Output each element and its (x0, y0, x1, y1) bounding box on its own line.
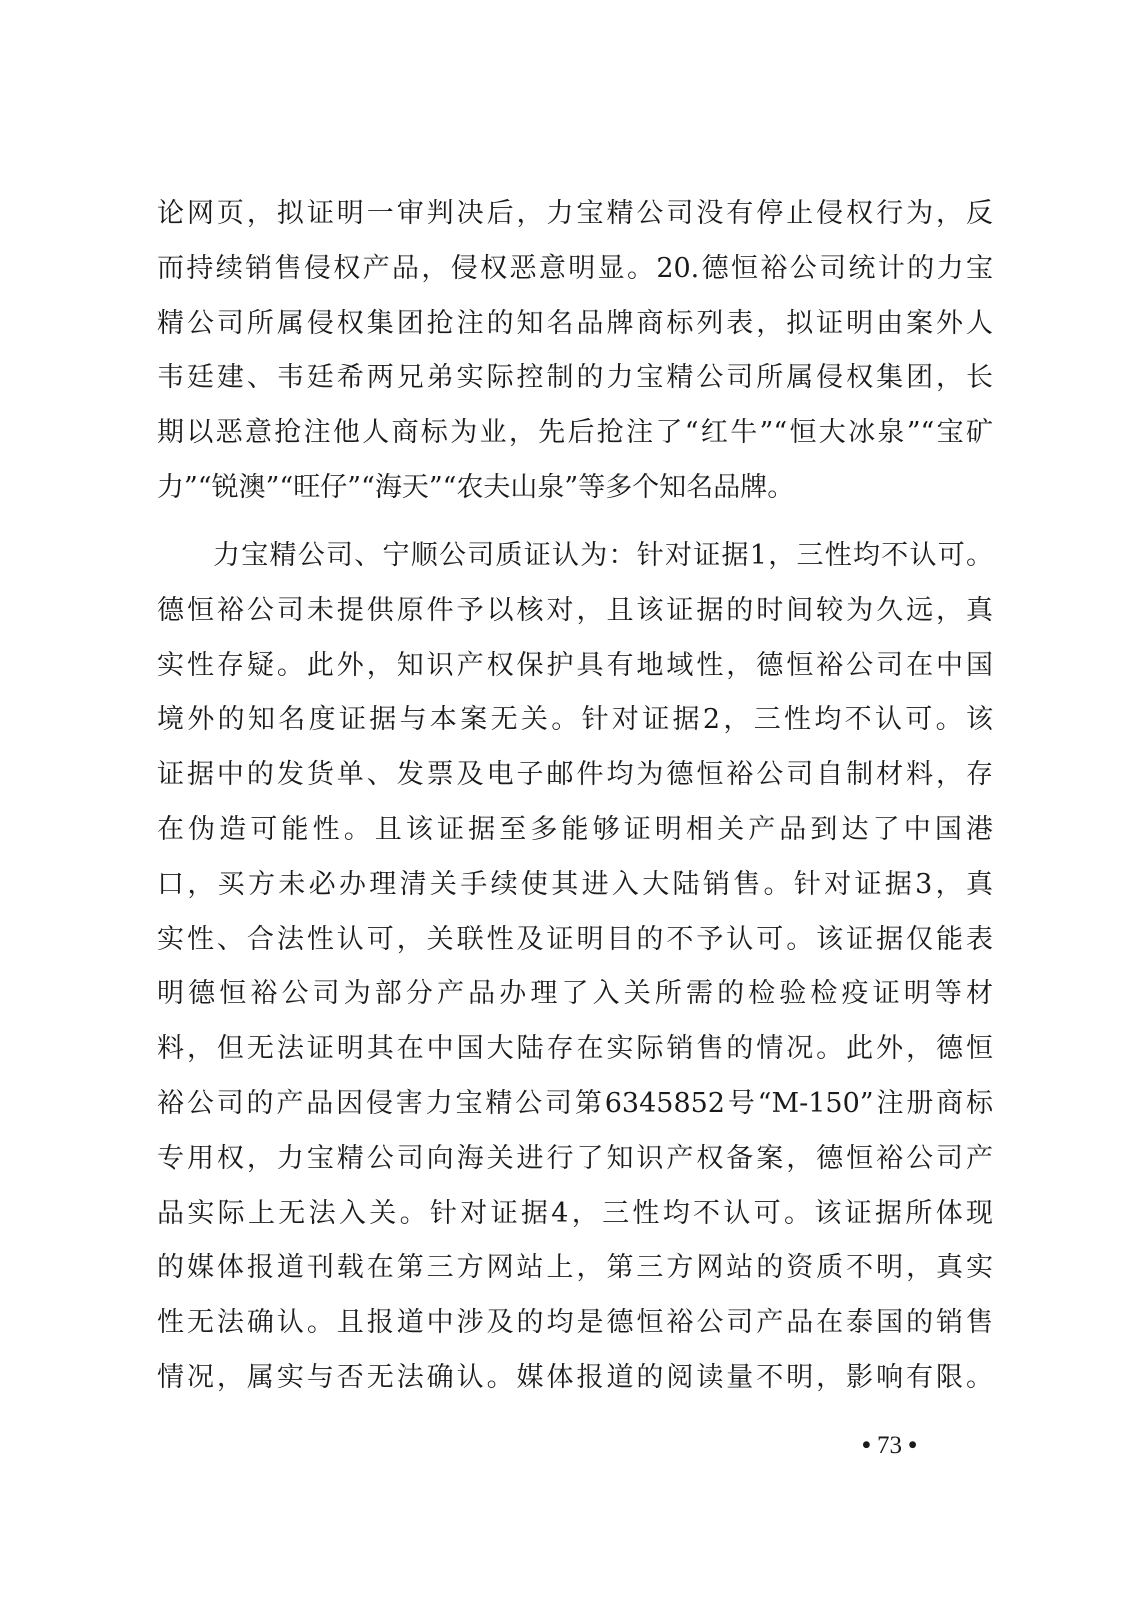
text-line: 而持续销售侵权产品，侵权恶意明显。20.德恒裕公司统计的力宝 (157, 252, 993, 284)
text-line: 韦廷建、韦廷希两兄弟实际控制的力宝精公司所属侵权集团，长 (157, 362, 993, 394)
text-line: 明德恒裕公司为部分产品办理了入关所需的检验检疫证明等材 (157, 978, 993, 1010)
text-line: 在伪造可能性。且该证据至多能够证明相关产品到达了中国港 (157, 813, 993, 845)
text-line: 口，买方未必办理清关手续使其进入大陆销售。针对证据3，真 (157, 868, 993, 900)
text-line: 精公司所属侵权集团抢注的知名品牌商标列表，拟证明由案外人 (157, 307, 993, 339)
text-line: 实性存疑。此外，知识产权保护具有地域性，德恒裕公司在中国 (157, 649, 993, 681)
paragraph-cross-examination (157, 529, 993, 1406)
bullet-right: • (908, 1432, 918, 1459)
text-line: 品实际上无法入关。针对证据4，三性均不认可。该证据所体现 (157, 1197, 993, 1229)
text-line: 裕公司的产品因侵害力宝精公司第6345852号“M-150”注册商标 (157, 1087, 993, 1119)
bullet-left: • (862, 1432, 871, 1459)
text-line: 力”“锐澳”“旺仔”“海天”“农夫山泉”等多个知名品牌。 (157, 471, 795, 503)
text-line: 期以恶意抢注他人商标为业，先后抢注了“红牛”“恒大冰泉”“宝矿 (157, 417, 993, 449)
text-line: 情况，属实与否无法确认。媒体报道的阅读量不明，影响有限。 (157, 1361, 993, 1393)
text-line: 力宝精公司、宁顺公司质证认为：针对证据1，三性均不认可。 (213, 540, 993, 571)
text-line: 的媒体报道刊载在第三方网站上，第三方网站的资质不明，真实 (157, 1252, 993, 1284)
text-line: 专用权，力宝精公司向海关进行了知识产权备案，德恒裕公司产 (157, 1142, 993, 1174)
text-line: 境外的知名度证据与本案无关。针对证据2，三性均不认可。该 (157, 704, 993, 736)
text-line: 实性、合法性认可，关联性及证明目的不予认可。该证据仅能表 (157, 923, 993, 955)
page-number-value: 73 (877, 1432, 903, 1459)
text-line: 性无法确认。且报道中涉及的均是德恒裕公司产品在泰国的销售 (157, 1307, 993, 1339)
paragraph-continued (157, 187, 993, 516)
text-line: 德恒裕公司未提供原件予以核对，且该证据的时间较为久远，真 (157, 594, 993, 626)
text-line: 证据中的发货单、发票及电子邮件均为德恒裕公司自制材料，存 (157, 759, 993, 791)
page-number (862, 1432, 917, 1460)
text-line: 料，但无法证明其在中国大陆存在实际销售的情况。此外，德恒 (157, 1033, 993, 1065)
text-line: 论网页，拟证明一审判决后，力宝精公司没有停止侵权行为，反 (157, 198, 993, 229)
